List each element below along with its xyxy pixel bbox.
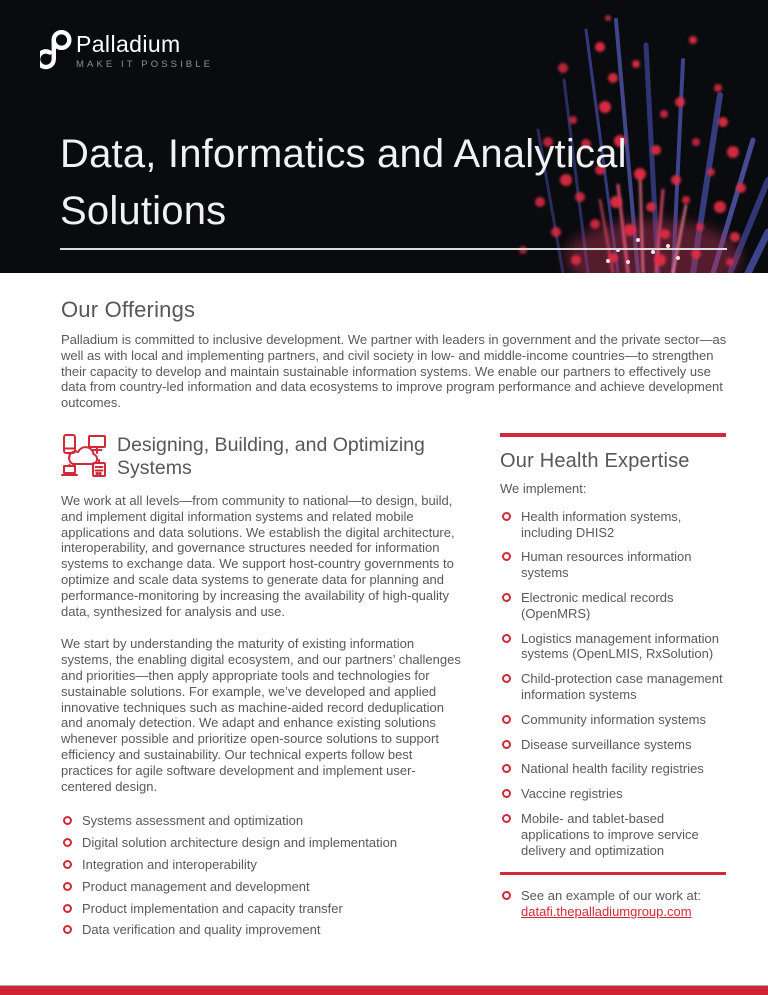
work-example-note: [500, 888, 726, 920]
bullet-ring-icon: [502, 789, 511, 798]
list-item-text: Systems assessment and optimization: [82, 813, 304, 829]
bullet-ring-icon: [63, 925, 72, 934]
designing-building-section: [61, 433, 473, 944]
list-item: [61, 922, 473, 938]
datafi-link[interactable]: datafi.thepalladiumgroup.com: [521, 904, 692, 920]
list-item-text: Disease surveillance systems: [521, 736, 692, 752]
health-expertise-list: [500, 509, 726, 859]
list-item-text: Logistics management information systems (OpenLMIS, RxSolution): [521, 630, 719, 662]
bullet-ring-icon: [502, 715, 511, 724]
footer-red-bar: [0, 985, 768, 995]
bullet-ring-icon: [502, 634, 511, 643]
bullet-ring-icon: [502, 674, 511, 683]
list-item: [61, 813, 473, 829]
offerings-intro: Palladium is committed to inclusive development. We partner with leaders in government and the private sector—as well as with local and implementing partners, and civil society in low- and middle-income countries—to strengthen their capacity to develop and maintain sustainable information systems. We enable our partners to effectively use data from country-led information and data ecosystems to improve program performance and achieve development outcomes.: [61, 332, 727, 411]
list-item-text: National health facility registries: [521, 761, 704, 777]
bullet-ring-icon: [502, 740, 511, 749]
list-item: [61, 901, 473, 917]
bullet-ring-icon: [63, 904, 72, 913]
list-item: [500, 761, 726, 777]
health-expertise-sidebar: [500, 433, 726, 944]
main-content: [61, 273, 727, 944]
list-item: [61, 879, 473, 895]
brand-tagline: MAKE IT POSSIBLE: [76, 59, 214, 70]
bullet-ring-icon: [502, 512, 511, 521]
note-text: [521, 888, 701, 920]
list-item: [500, 737, 726, 753]
title-underline: [60, 248, 727, 250]
designing-building-heading: Designing, Building, and Optimizing Systems: [117, 433, 425, 479]
two-column-layout: [61, 433, 727, 944]
health-expertise-lead: We implement:: [500, 480, 587, 496]
list-item: [500, 671, 726, 703]
bullet-ring-icon: [502, 764, 511, 773]
bullet-ring-icon: [63, 816, 72, 825]
list-item: [500, 811, 726, 858]
list-item-text: Vaccine registries: [521, 786, 623, 802]
list-item-text: Product management and development: [82, 878, 310, 894]
list-item-text: Community information systems: [521, 711, 706, 727]
bullet-ring-icon: [63, 838, 72, 847]
list-item-text: Product implementation and capacity transfer: [82, 900, 343, 916]
palladium-logo: [40, 30, 213, 70]
list-item: [500, 590, 726, 622]
list-item-text: Human resources information systems: [521, 549, 692, 581]
page-title-line2: Solutions: [60, 189, 227, 233]
bullet-ring-icon: [502, 552, 511, 561]
list-item-text: Electronic medical records (OpenMRS): [521, 589, 674, 621]
capabilities-list: [61, 813, 473, 938]
note-label: See an example of our work at:: [521, 888, 701, 904]
health-expertise-heading: Our Health Expertise: [500, 449, 690, 472]
list-item: [500, 631, 726, 663]
designing-paragraph-1: We work at all levels—from community to national—to design, build, and implement digital information systems and related mobile applications and data solutions. We establish the digital architecture, interoperability, and governance structures needed for information systems to exchange data. We support host-country governments to optimize and scale data systems to generate data for planning and performance-monitoring by increasing the availability of high-quality data, synthesized for analysis and use.: [61, 492, 455, 619]
hero-header: [0, 0, 768, 273]
bullet-ring-icon: [502, 891, 511, 900]
list-item: [500, 786, 726, 802]
page-title-line1: Data, Informatics and Analytical: [60, 132, 627, 176]
section-head: [61, 433, 473, 480]
list-item-text: Integration and interoperability: [82, 856, 257, 872]
list-item-text: Child-protection case management information systems: [521, 671, 723, 702]
list-item-text: Data verification and quality improvement: [82, 922, 321, 938]
bullet-ring-icon: [63, 860, 72, 869]
list-item: [500, 549, 726, 581]
brand-name: Palladium: [76, 31, 181, 57]
list-item: [500, 712, 726, 728]
list-item: [61, 835, 473, 851]
list-item-text: Mobile- and tablet-based applications to improve service delivery and optimization: [521, 810, 699, 858]
designing-paragraph-2: We start by understanding the maturity of existing information systems, the enabling digital ecosystem, and our partners’ challenges and priorities—then apply appropriate tools and technologies for sustainable solutions. For example, we’ve developed and applied innovative techniques such as machine-aided record deduplication and anomaly detection. We adapt and enhance existing solutions whenever possible and prioritize open-source solutions to support efficiency and sustainability. Our technical experts follow best practices for agile software development and implement user-centered design.: [61, 636, 461, 794]
list-item: [61, 857, 473, 873]
palladium-logo-icon: [40, 30, 72, 70]
bullet-ring-icon: [502, 593, 511, 602]
connected-devices-cloud-icon: [61, 433, 108, 478]
bullet-ring-icon: [502, 814, 511, 823]
list-item-text: Health information systems, including DHIS2: [521, 508, 682, 540]
list-item: [500, 509, 726, 541]
bullet-ring-icon: [63, 882, 72, 891]
page-title: [60, 126, 627, 240]
offerings-heading: Our Offerings: [61, 297, 196, 322]
list-item-text: Digital solution architecture design and implementation: [82, 835, 398, 851]
sidebar-divider: [500, 872, 726, 875]
